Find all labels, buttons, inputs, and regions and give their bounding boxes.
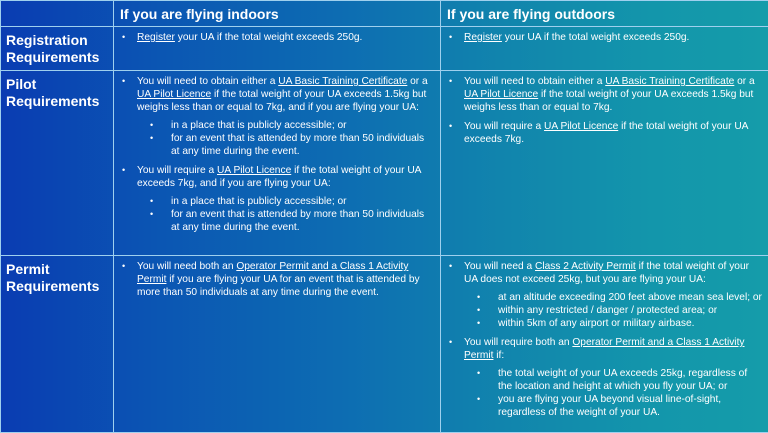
operator-permit-class1-link[interactable]: Operator Permit and a Class 1 Activity Permit	[137, 261, 408, 285]
sub-list-item: • for an event that is attended by more than 50 individuals at any time during the event.	[147, 132, 434, 158]
header-outdoors: If you are flying outdoors	[441, 1, 768, 27]
ua-pilot-licence-link[interactable]: UA Pilot Licence	[544, 121, 618, 132]
sub-list-item: • within 5km of any airport or military airbase.	[474, 317, 762, 330]
ua-basic-training-certificate-link[interactable]: UA Basic Training Certificate	[605, 76, 734, 87]
sub-list-item: • at an altitude exceeding 200 feet above mean sea level; or	[474, 291, 762, 304]
pilot-label: Pilot Requirements	[1, 71, 114, 256]
sub-list-item: • you are flying your UA beyond visual line-of-sight, regardless of the weight of your UA.	[474, 393, 762, 419]
list-item: • You will need to obtain either a UA Basic Training Certificate or a UA Pilot Licence if the total weight of your UA exceeds 1.5kg but weighs less than or equal to 7kg.	[447, 75, 762, 114]
sub-list-item: • in a place that is publicly accessible; or	[147, 195, 434, 208]
permit-label: Permit Requirements	[1, 256, 114, 433]
sub-list-item: • within any restricted / danger / protected area; or	[474, 304, 762, 317]
pilot-indoors-cell	[114, 71, 441, 256]
operator-permit-class1-link[interactable]: Operator Permit and a Class 1 Activity Permit	[464, 337, 745, 361]
register-link[interactable]: Register	[137, 32, 175, 43]
registration-outdoors-cell	[441, 27, 768, 71]
registration-row	[1, 27, 768, 71]
registration-label: Registration Requirements	[1, 27, 114, 71]
ua-pilot-licence-link[interactable]: UA Pilot Licence	[217, 165, 291, 176]
sub-list-item: • the total weight of your UA exceeds 25kg, regardless of the location and height at which you fly your UA; or	[474, 367, 762, 393]
header-indoors: If you are flying indoors	[114, 1, 441, 27]
ua-basic-training-certificate-link[interactable]: UA Basic Training Certificate	[278, 76, 407, 87]
permit-row	[1, 256, 768, 433]
list-item: • You will need both an Operator Permit and a Class 1 Activity Permit if you are flying your UA for an event that is attended by more than 50 individuals at any time during the event.	[120, 260, 434, 299]
list-item: • You will need a Class 2 Activity Permit if the total weight of your UA does not exceed 25kg, but you are flying your UA: • at an altitude exceeding 200 feet above mean sea level; or • within any restricted / danger / protected area; or • within 5km of any airport or military airbase.	[447, 260, 762, 330]
pilot-outdoors-cell	[441, 71, 768, 256]
permit-indoors-cell	[114, 256, 441, 433]
list-item: • Register your UA if the total weight exceeds 250g.	[447, 31, 762, 44]
permit-outdoors-cell	[441, 256, 768, 433]
ua-pilot-licence-link[interactable]: UA Pilot Licence	[464, 89, 538, 100]
list-item: • You will require both an Operator Permit and a Class 1 Activity Permit if: • the total weight of your UA exceeds 25kg, regardless of the location and height at which you fly your UA; or • you are flying your UA beyond visual line-of-sight, regardless of the weight of your UA.	[447, 336, 762, 419]
class2-activity-permit-link[interactable]: Class 2 Activity Permit	[535, 261, 636, 272]
list-item: • You will require a UA Pilot Licence if the total weight of your UA exceeds 7kg.	[447, 120, 762, 146]
header-row	[1, 1, 768, 27]
pilot-row	[1, 71, 768, 256]
sub-list-item: • for an event that is attended by more than 50 individuals at any time during the event.	[147, 208, 434, 234]
list-item: • You will require a UA Pilot Licence if the total weight of your UA exceeds 7kg, and if you are flying your UA: • in a place that is publicly accessible; or • for an event that is attended by more than 50 individuals at any time during the event.	[120, 164, 434, 234]
list-item: • You will need to obtain either a UA Basic Training Certificate or a UA Pilot Licence if the total weight of your UA exceeds 1.5kg but weighs less than or equal to 7kg, and if you are flying your UA: • in a place that is publicly accessible; or • for an event that is attended by more than 50 individuals at any time during the event.	[120, 75, 434, 158]
ua-pilot-licence-link[interactable]: UA Pilot Licence	[137, 89, 211, 100]
sub-list-item: • in a place that is publicly accessible; or	[147, 119, 434, 132]
header-empty-cell	[1, 1, 114, 27]
registration-indoors-cell	[114, 27, 441, 71]
list-item: • Register your UA if the total weight exceeds 250g.	[120, 31, 434, 44]
register-link[interactable]: Register	[464, 32, 502, 43]
